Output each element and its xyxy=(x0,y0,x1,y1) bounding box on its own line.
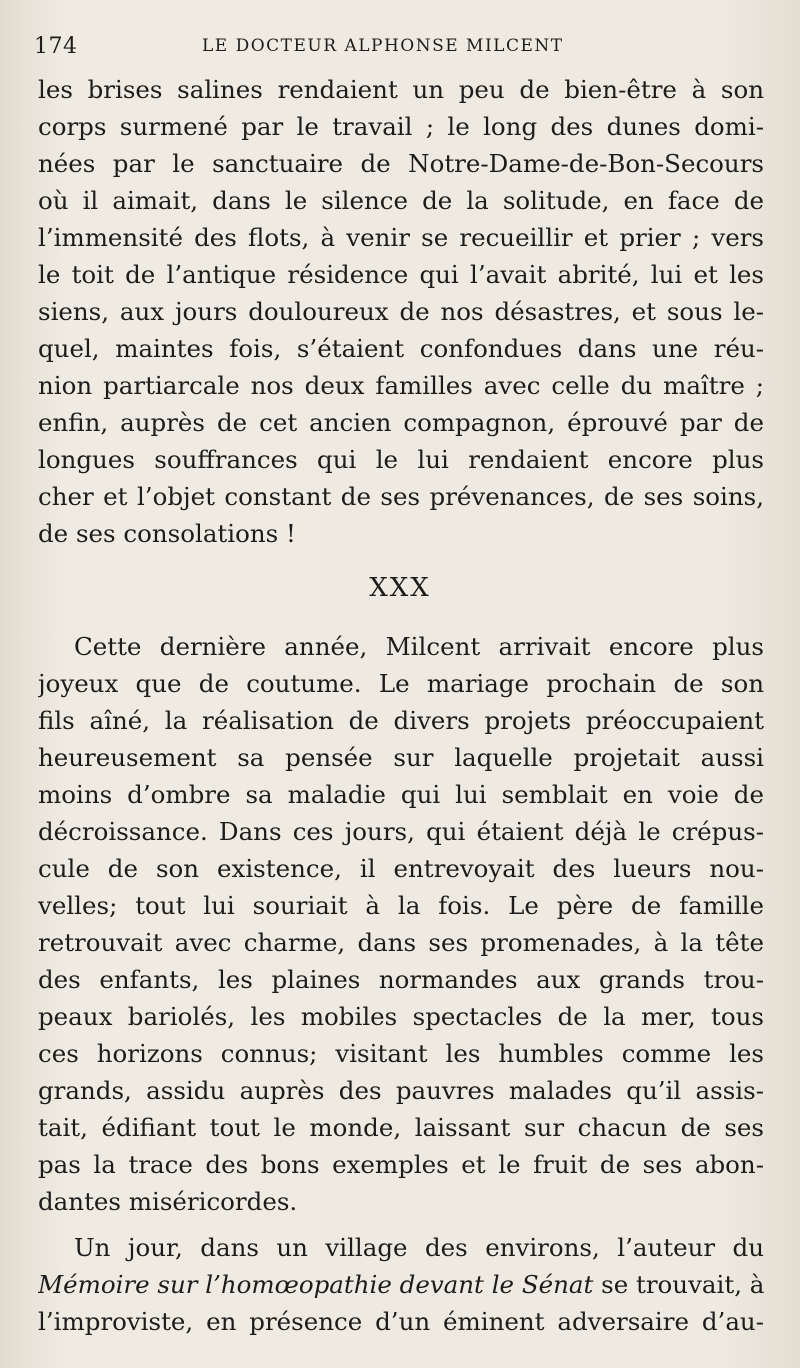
text-line: le toit de l’antique résidence qui l’avait abrité, lui et les xyxy=(38,260,764,289)
text-line: siens, aux jours douloureux de nos désastres, et sous le- xyxy=(38,297,764,326)
text-fragment: se trouvait, à xyxy=(593,1270,764,1299)
text-line: cher et l’objet constant de ses prévenances, de ses soins, xyxy=(38,482,764,511)
text-line: tait, édifiant tout le monde, laissant sur chacun de ses xyxy=(38,1113,764,1142)
text-line: peaux bariolés, les mobiles spectacles de la mer, tous xyxy=(38,1002,764,1031)
text-line: Cette dernière année, Milcent arrivait encore plus xyxy=(74,632,764,661)
text-line: enfin, auprès de cet ancien compagnon, éprouvé par de xyxy=(38,408,764,437)
running-title: LE DOCTEUR ALPHONSE MILCENT xyxy=(202,36,564,56)
text-line-with-title xyxy=(38,1266,764,1303)
text-line: longues souffrances qui le lui rendaient encore plus xyxy=(38,445,764,474)
text-line: des enfants, les plaines normandes aux grands trou- xyxy=(38,965,764,994)
text-line: grands, assidu auprès des pauvres malades qu’il assis- xyxy=(38,1076,764,1105)
paragraph-1 xyxy=(38,71,764,552)
text-line: nées par le sanctuaire de Notre-Dame-de-Bon-Secours xyxy=(38,149,764,178)
text-line: heureusement sa pensée sur laquelle projetait aussi xyxy=(38,743,764,772)
running-head xyxy=(34,30,734,60)
section-heading: XXX xyxy=(369,573,431,603)
text-line: l’improviste, en présence d’un éminent adversaire d’au- xyxy=(38,1307,764,1336)
paragraph-2 xyxy=(38,628,764,1220)
text-line: fils aîné, la réalisation de divers projets préoccupaient xyxy=(38,706,764,735)
text-line: où il aimait, dans le silence de la solitude, en face de xyxy=(38,186,764,215)
text-line: décroissance. Dans ces jours, qui étaient déjà le crépus- xyxy=(38,817,764,846)
text-line: corps surmené par le travail ; le long des dunes domi- xyxy=(38,112,764,141)
text-line: l’immensité des flots, à venir se recueillir et prier ; vers xyxy=(38,223,764,252)
page-number: 174 xyxy=(34,34,78,59)
text-line: pas la trace des bons exemples et le fruit de ses abon- xyxy=(38,1150,764,1179)
paragraph-3 xyxy=(38,1229,764,1340)
text-line: Un jour, dans un village des environs, l’auteur du xyxy=(74,1233,764,1262)
text-line: moins d’ombre sa maladie qui lui semblait en voie de xyxy=(38,780,764,809)
text-line: quel, maintes fois, s’étaient confondues dans une réu- xyxy=(38,334,764,363)
text-line: joyeux que de coutume. Le mariage prochain de son xyxy=(38,669,764,698)
text-line: cule de son existence, il entrevoyait des lueurs nou- xyxy=(38,854,764,883)
text-line: les brises salines rendaient un peu de bien-être à son xyxy=(38,75,764,104)
text-line: nion partiarcale nos deux familles avec celle du maître ; xyxy=(38,371,764,400)
text-line: dantes miséricordes. xyxy=(38,1187,298,1216)
text-line: de ses consolations ! xyxy=(38,519,296,548)
text-line: velles; tout lui souriait à la fois. Le père de famille xyxy=(38,891,764,920)
cited-work-title: Mémoire sur l’homœopathie devant le Sénat xyxy=(38,1270,594,1299)
text-line: ces horizons connus; visitant les humbles comme les xyxy=(38,1039,764,1068)
text-line: retrouvait avec charme, dans ses promenades, à la tête xyxy=(38,928,764,957)
